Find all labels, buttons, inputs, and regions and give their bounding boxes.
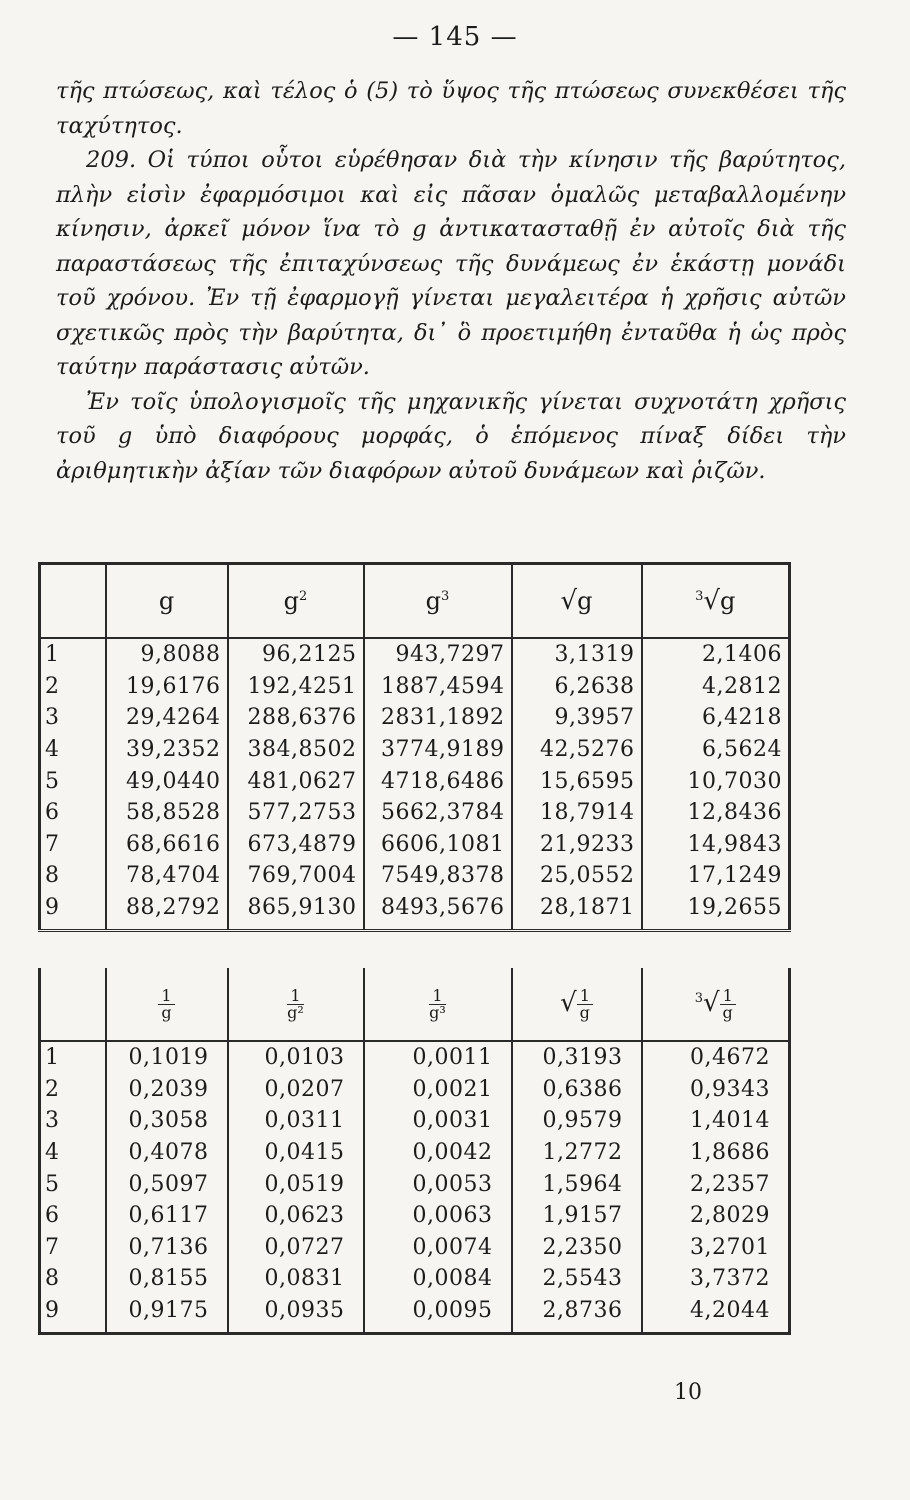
cell-sqrt: 15,6595 [512,765,642,797]
cell-g3: 943,7297 [364,638,512,671]
powers-table-row [40,765,790,797]
cell-inv2: 0,0207 [228,1074,364,1106]
inverse-table-row [40,1041,790,1074]
cell-cbrt: 6,4218 [642,702,790,734]
cell-g3: 6606,1081 [364,829,512,861]
cell-sqrt: 0,3193 [512,1041,642,1074]
cell-cbrt: 2,2357 [642,1168,790,1200]
cell-n: 5 [40,1168,106,1200]
cell-cbrt: 12,8436 [642,797,790,829]
cell-g2: 288,6376 [228,702,364,734]
cell-g: 39,2352 [106,734,228,766]
cell-n: 3 [40,1105,106,1137]
cell-inv: 0,2039 [106,1074,228,1106]
cell-n: 4 [40,734,106,766]
header-cbrt-one-over-g: $^3$√ $\frac{1}{g}$ [642,968,790,1041]
cell-inv: 0,7136 [106,1232,228,1264]
cell-g: 78,4704 [106,860,228,892]
signature-mark: 10 [674,1380,702,1405]
powers-table-row [40,797,790,829]
cell-sqrt: 2,2350 [512,1232,642,1264]
cell-n: 6 [40,1200,106,1232]
cell-g: 49,0440 [106,765,228,797]
cell-g2: 96,2125 [228,638,364,671]
powers-table-row [40,892,790,931]
inverse-table-header [40,968,790,1041]
cell-sqrt: 9,3957 [512,702,642,734]
cell-inv: 0,5097 [106,1168,228,1200]
cell-cbrt: 4,2812 [642,671,790,703]
cell-inv3: 0,0011 [364,1041,512,1074]
cell-g: 68,6616 [106,829,228,861]
cell-n: 9 [40,1295,106,1334]
header-g-cubed: $g^3$ [364,564,512,639]
cell-inv: 0,4078 [106,1137,228,1169]
body-text [56,74,846,488]
paragraph-1: τῆς πτώσεως, καὶ τέλος ὁ (5) τὸ ὕψος τῆς πτώσεως συνεκθέσει τῆς ταχύτητος. [56,78,846,139]
inverse-table-row [40,1168,790,1200]
header-index [40,968,106,1041]
header-one-over-g-cubed: $\frac{1}{\text{g³}}$ [364,968,512,1041]
cell-g3: 8493,5676 [364,892,512,931]
inverse-table [38,968,791,1335]
header-cbrt-g: $^3$√g [642,564,790,639]
cell-g: 19,6176 [106,671,228,703]
cell-g3: 7549,8378 [364,860,512,892]
cell-inv3: 0,0095 [364,1295,512,1334]
header-index [40,564,106,639]
header-sqrt-one-over-g: √ $\frac{1}{g}$ [512,968,642,1041]
cell-inv2: 0,0935 [228,1295,364,1334]
cell-g2: 577,2753 [228,797,364,829]
cell-g2: 384,8502 [228,734,364,766]
paragraph-3: Ἐν τοῖς ὑπολογισμοῖς τῆς μηχανικῆς γίνεται συχνοτάτη χρῆσις τοῦ g ὑπὸ διαφόρους μορφάς, ὁ ἑπόμενος πίναξ δίδει τὴν ἀριθμητικὴν ἀξίαν τῶν διαφόρων αὐτοῦ δυνάμεων καὶ ῥιζῶν. [56,388,846,484]
cell-inv3: 0,0042 [364,1137,512,1169]
cell-n: 6 [40,797,106,829]
cell-inv2: 0,0519 [228,1168,364,1200]
cell-inv3: 0,0053 [364,1168,512,1200]
cell-g2: 481,0627 [228,765,364,797]
cell-inv2: 0,0831 [228,1263,364,1295]
header-one-over-g-squared: $\frac{1}{\text{g²}}$ [228,968,364,1041]
inverse-table-row [40,1105,790,1137]
cell-n: 1 [40,1041,106,1074]
cell-inv2: 0,0727 [228,1232,364,1264]
cell-cbrt: 19,2655 [642,892,790,931]
header-sqrt-g: √g [512,564,642,639]
cell-n: 2 [40,671,106,703]
cell-n: 7 [40,829,106,861]
cell-g3: 1887,4594 [364,671,512,703]
cell-cbrt: 0,9343 [642,1074,790,1106]
cell-cbrt: 17,1249 [642,860,790,892]
header-g-squared: $g^2$ [228,564,364,639]
header-g: g [106,564,228,639]
inverse-table-row [40,1232,790,1264]
cell-inv3: 0,0021 [364,1074,512,1106]
cell-g2: 192,4251 [228,671,364,703]
cell-g: 88,2792 [106,892,228,931]
powers-table-row [40,702,790,734]
cell-sqrt: 1,5964 [512,1168,642,1200]
cell-sqrt: 3,1319 [512,638,642,671]
cell-n: 9 [40,892,106,931]
cell-cbrt: 10,7030 [642,765,790,797]
powers-table-row [40,860,790,892]
cell-g: 29,4264 [106,702,228,734]
cell-sqrt: 25,0552 [512,860,642,892]
cell-n: 3 [40,702,106,734]
cell-inv: 0,6117 [106,1200,228,1232]
cell-inv3: 0,0084 [364,1263,512,1295]
cell-inv: 0,3058 [106,1105,228,1137]
powers-table-row [40,734,790,766]
cell-inv3: 0,0074 [364,1232,512,1264]
powers-table-row [40,671,790,703]
cell-cbrt: 3,7372 [642,1263,790,1295]
cell-inv: 0,1019 [106,1041,228,1074]
powers-table-row [40,829,790,861]
cell-inv2: 0,0623 [228,1200,364,1232]
cell-g3: 5662,3784 [364,797,512,829]
cell-sqrt: 21,9233 [512,829,642,861]
cell-g3: 2831,1892 [364,702,512,734]
cell-cbrt: 1,8686 [642,1137,790,1169]
powers-table-header [40,564,790,639]
cell-sqrt: 2,8736 [512,1295,642,1334]
cell-n: 4 [40,1137,106,1169]
cell-sqrt: 28,1871 [512,892,642,931]
cell-sqrt: 42,5276 [512,734,642,766]
cell-sqrt: 1,2772 [512,1137,642,1169]
cell-cbrt: 3,2701 [642,1232,790,1264]
cell-cbrt: 6,5624 [642,734,790,766]
cell-g2: 865,9130 [228,892,364,931]
cell-sqrt: 6,2638 [512,671,642,703]
cell-g3: 4718,6486 [364,765,512,797]
cell-sqrt: 2,5543 [512,1263,642,1295]
cell-n: 1 [40,638,106,671]
inverse-table-row [40,1200,790,1232]
cell-g: 9,8088 [106,638,228,671]
cell-n: 7 [40,1232,106,1264]
cell-cbrt: 1,4014 [642,1105,790,1137]
cell-cbrt: 0,4672 [642,1041,790,1074]
cell-inv2: 0,0415 [228,1137,364,1169]
cell-n: 8 [40,1263,106,1295]
header-one-over-g: $\frac{1}{g}$ [106,968,228,1041]
cell-sqrt: 0,6386 [512,1074,642,1106]
cell-inv: 0,9175 [106,1295,228,1334]
cell-cbrt: 14,9843 [642,829,790,861]
cell-g: 58,8528 [106,797,228,829]
inverse-table-row [40,1295,790,1334]
cell-g2: 769,7004 [228,860,364,892]
inverse-table-row [40,1074,790,1106]
page-number: — 145 — [392,22,518,52]
cell-cbrt: 2,1406 [642,638,790,671]
cell-sqrt: 1,9157 [512,1200,642,1232]
cell-inv2: 0,0103 [228,1041,364,1074]
inverse-table-row [40,1137,790,1169]
cell-sqrt: 0,9579 [512,1105,642,1137]
powers-table [38,562,791,932]
cell-inv2: 0,0311 [228,1105,364,1137]
cell-inv: 0,8155 [106,1263,228,1295]
paragraph-2: 209. Οἱ τύποι οὗτοι εὑρέθησαν διὰ τὴν κίνησιν τῆς βαρύτητος, πλὴν εἰσὶν ἐφαρμόσιμοι καὶ εἰς πᾶσαν ὁμαλῶς μεταβαλλομένην κίνησιν, ἀρκεῖ μόνον ἵνα τὸ g ἀντικατασταθῇ ἐν αὐτοῖς διὰ τῆς παραστάσεως τῆς ἐπιταχύνσεως τῆς δυνάμεως ἐν ἑκάστῃ μονάδι τοῦ χρόνου. Ἐν τῇ ἐφαρμογῇ γίνεται μεγαλειτέρα ἡ χρῆσις αὐτῶν σχετικῶς πρὸς τὴν βαρύτητα, δι᾽ ὃ προετιμήθη ἐνταῦθα ἡ ὡς πρὸς ταύτην παράστασις αὐτῶν. [56,147,846,380]
cell-g2: 673,4879 [228,829,364,861]
cell-cbrt: 2,8029 [642,1200,790,1232]
cell-sqrt: 18,7914 [512,797,642,829]
cell-n: 8 [40,860,106,892]
cell-n: 5 [40,765,106,797]
cell-inv3: 0,0031 [364,1105,512,1137]
cell-n: 2 [40,1074,106,1106]
cell-inv3: 0,0063 [364,1200,512,1232]
cell-cbrt: 4,2044 [642,1295,790,1334]
inverse-table-row [40,1263,790,1295]
powers-table-row [40,638,790,671]
cell-g3: 3774,9189 [364,734,512,766]
